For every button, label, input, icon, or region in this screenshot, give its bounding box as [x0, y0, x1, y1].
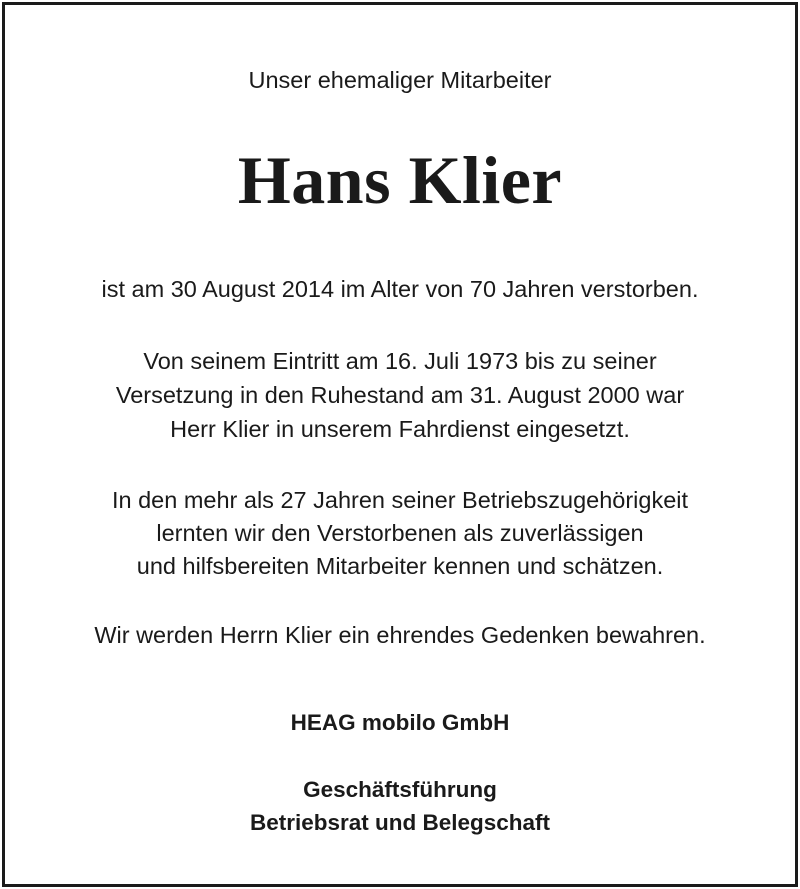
tribute-line-2: lernten wir den Verstorbenen als zuverlässigen — [156, 520, 644, 546]
career-line-3: Herr Klier in unserem Fahrdienst eingesetzt. — [170, 416, 630, 442]
deceased-name: Hans Klier — [237, 142, 563, 218]
company-name: HEAG mobilo GmbH — [290, 710, 510, 735]
career-line-1: Von seinem Eintritt am 16. Juli 1973 bis zu seiner — [143, 348, 657, 374]
closing-line: Wir werden Herrn Klier ein ehrendes Gedenken bewahren. — [94, 622, 706, 648]
obituary-notice — [2, 2, 798, 887]
notice-content — [5, 5, 795, 884]
death-announcement: ist am 30 August 2014 im Alter von 70 Jahren verstorben. — [101, 276, 699, 302]
career-line-2: Versetzung in den Ruhestand am 31. August 2000 war — [115, 382, 685, 408]
signatory-management: Geschäftsführung — [303, 777, 497, 802]
tribute-line-1: In den mehr als 27 Jahren seiner Betriebszugehörigkeit — [111, 487, 689, 513]
signatory-works-council: Betriebsrat und Belegschaft — [249, 810, 551, 835]
intro-line: Unser ehemaliger Mitarbeiter — [248, 67, 552, 93]
tribute-line-3: und hilfsbereiten Mitarbeiter kennen und schätzen. — [136, 553, 664, 579]
